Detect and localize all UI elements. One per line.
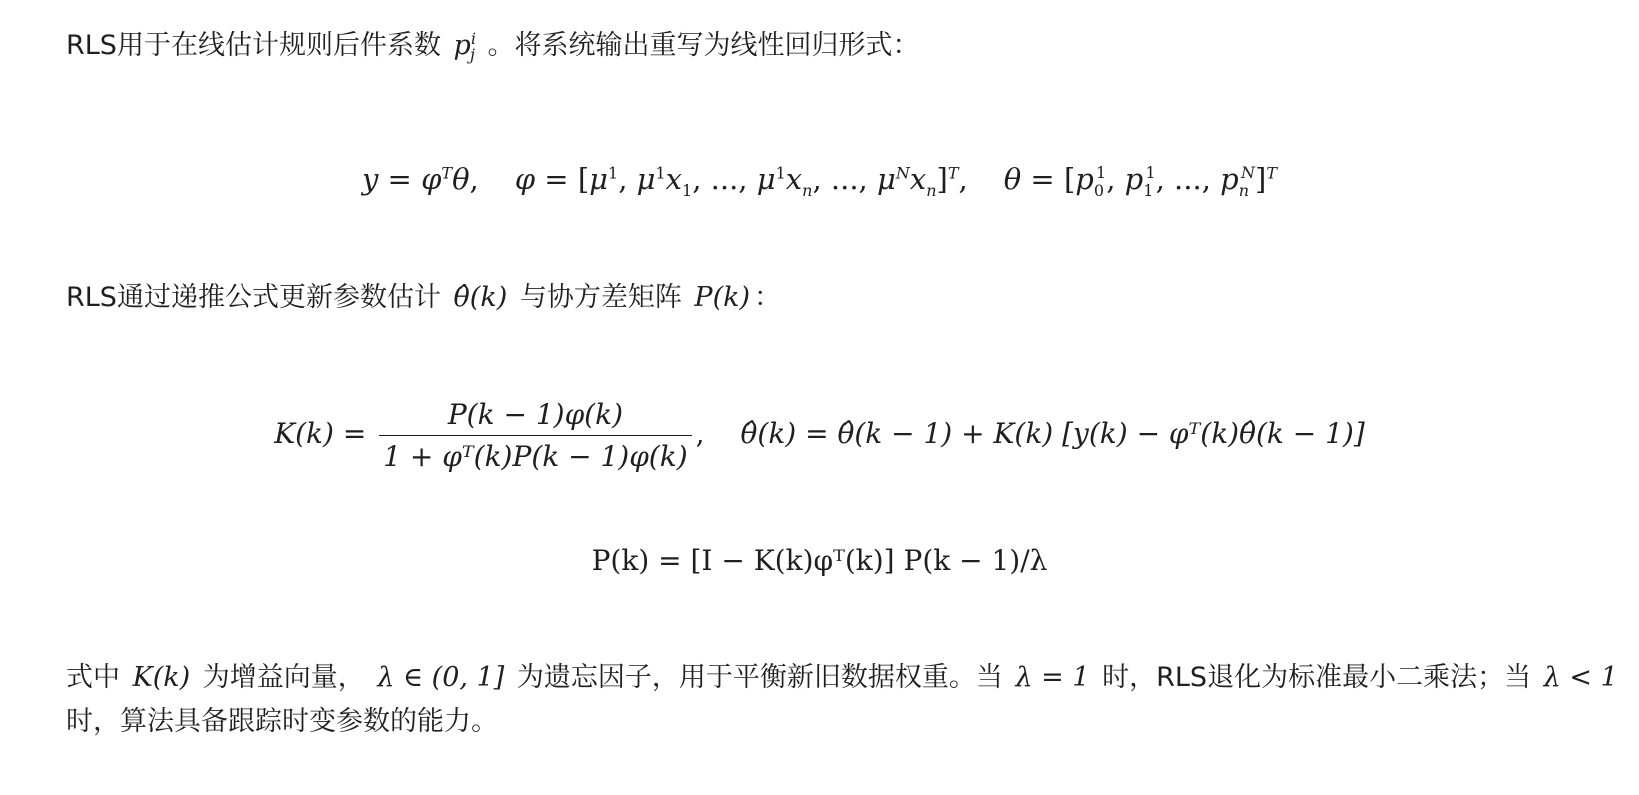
explanation-t1: 式中	[66, 662, 120, 693]
recursion-text-a: RLS通过递推公式更新参数估计	[66, 282, 441, 313]
covariance-update-equation: P(k) = [I − K(k)φᵀ(k)] P(k − 1)/λ	[591, 544, 1048, 577]
covariance-symbol: P(k)	[694, 282, 751, 313]
lambda-lt-one-symbol: λ < 1	[1543, 662, 1618, 693]
lambda-range-symbol: λ ∈ (0, 1]	[377, 662, 505, 693]
explanation-t5: 时，算法具备跟踪时变参数的能力。	[66, 706, 498, 737]
gain-lhs: K(k) =	[274, 417, 367, 450]
explanation-t2: 为增益向量，	[202, 662, 365, 693]
regression-equation: $y = \varphi^T\theta$, $\varphi = [\mu^1$, $\mu^1x_1$, ..., $\mu^1x_n$, ..., $\mu^Nx_n]^T$, $\theta = [p_0^1$, $p_1^1$, ..., $p_n^N]^T$	[361, 162, 1278, 200]
recursion-text-b: 与协方差矩阵	[519, 282, 682, 313]
recursion-text-c: ：	[754, 282, 782, 313]
gain-fraction	[379, 398, 691, 473]
gain-update-equation	[0, 398, 1639, 473]
intro-text-a: RLS用于在线估计规则后件系数	[66, 30, 441, 61]
theta-hat-symbol: θ̂(k)	[453, 282, 508, 313]
explanation-t3: 为遗忘因子，用于平衡新旧数据权重。当	[516, 662, 1003, 693]
intro-text-b: 。将系统输出重写为线性回归形式：	[487, 30, 920, 61]
recursion-paragraph	[66, 276, 781, 320]
gain-numerator: P(k − 1)φ(k)	[379, 398, 691, 436]
gain-comma: ,	[695, 417, 705, 450]
explanation-paragraph	[66, 656, 1626, 744]
intro-paragraph	[66, 24, 920, 68]
gain-denominator: 1 + φᵀ(k)P(k − 1)φ(k)	[383, 440, 688, 473]
lambda-eq-one-symbol: λ = 1	[1015, 662, 1090, 693]
gain-symbol: K(k)	[132, 662, 191, 693]
rule-coefficient-symbol: $p^i_j$	[453, 29, 476, 65]
theta-update: θ̂(k) = θ̂(k − 1) + K(k) [y(k) − φᵀ(k)θ̂(k − 1)]	[740, 417, 1365, 450]
explanation-t4: 时，RLS退化为标准最小二乘法；当	[1102, 662, 1532, 693]
